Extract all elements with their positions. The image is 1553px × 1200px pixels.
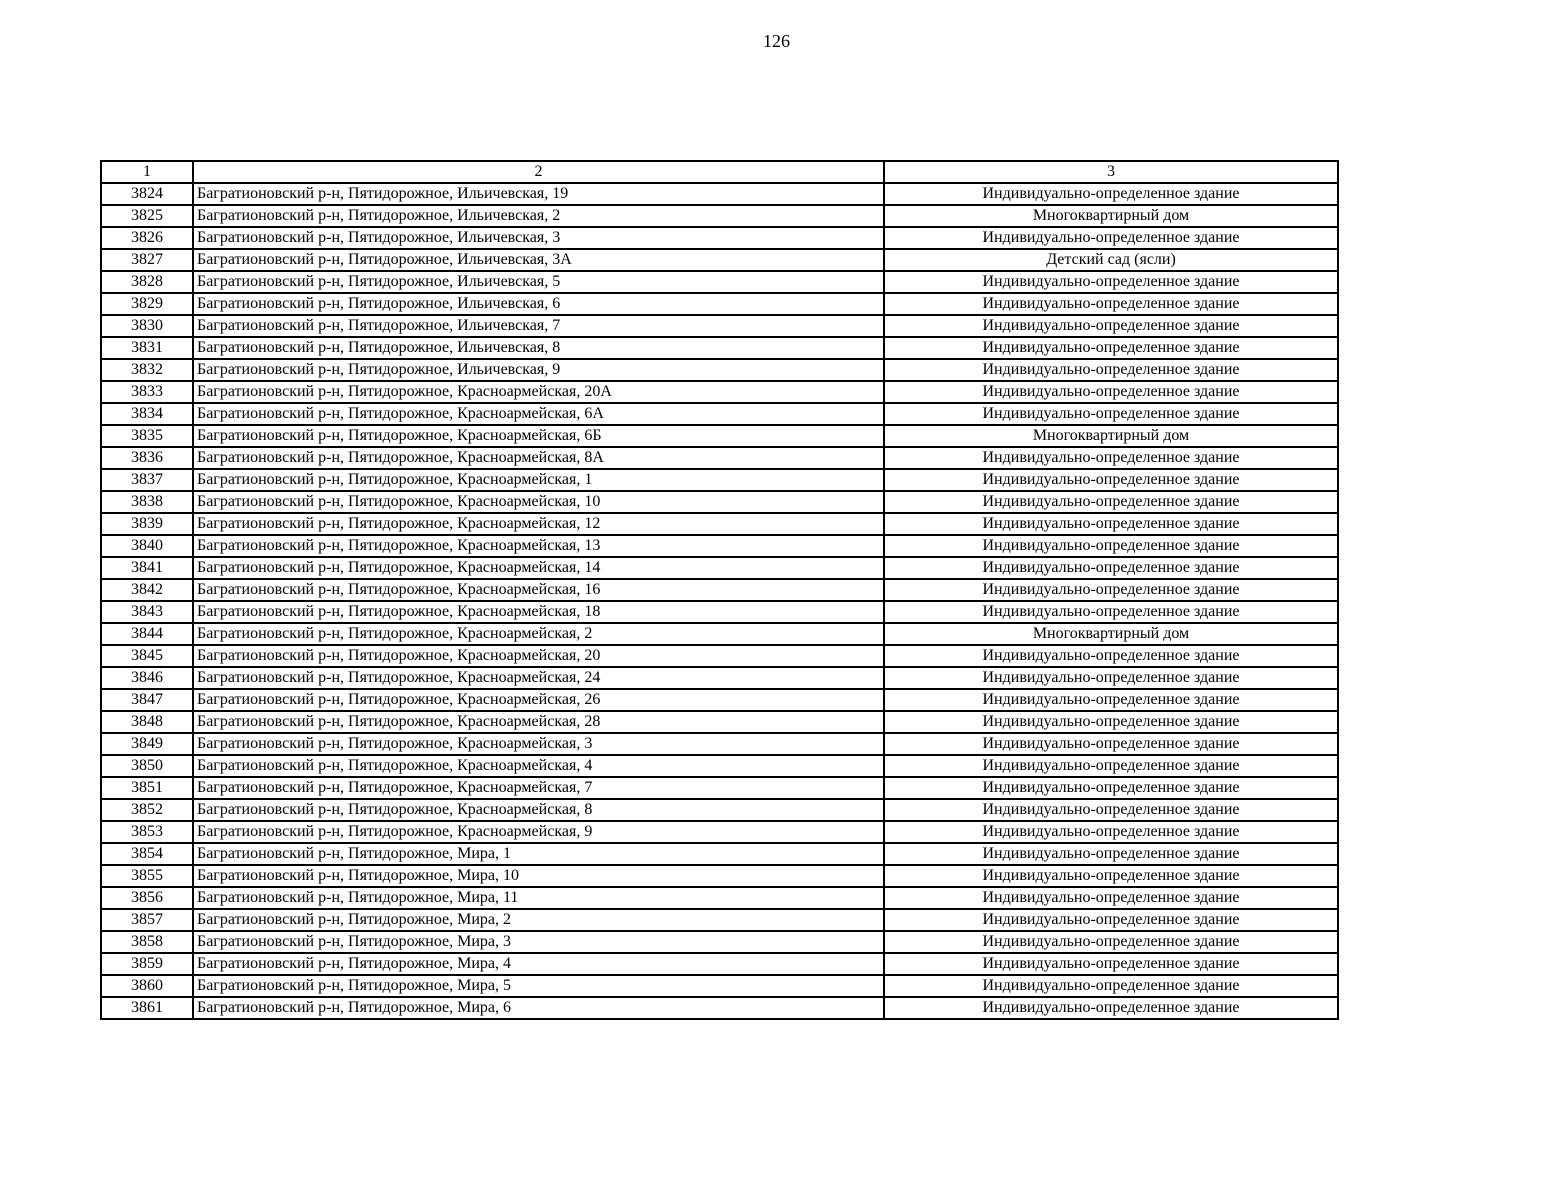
row-number-cell: 3850: [101, 755, 193, 777]
address-cell: Багратионовский р-н, Пятидорожное, Мира, 5: [193, 975, 884, 997]
table-header: [101, 161, 1338, 183]
row-number-cell: 3853: [101, 821, 193, 843]
table-row: [101, 843, 1338, 865]
column-header-3: 3: [884, 161, 1338, 183]
row-number-cell: 3852: [101, 799, 193, 821]
building-type-cell: Индивидуально-определенное здание: [884, 711, 1338, 733]
address-cell: Багратионовский р-н, Пятидорожное, Ильичевская, 5: [193, 271, 884, 293]
building-type-cell: Индивидуально-определенное здание: [884, 579, 1338, 601]
building-type-cell: Индивидуально-определенное здание: [884, 821, 1338, 843]
table-row: [101, 755, 1338, 777]
row-number-cell: 3855: [101, 865, 193, 887]
building-type-cell: Индивидуально-определенное здание: [884, 491, 1338, 513]
row-number-cell: 3828: [101, 271, 193, 293]
table-row: [101, 249, 1338, 271]
table-row: [101, 777, 1338, 799]
address-cell: Багратионовский р-н, Пятидорожное, Красноармейская, 24: [193, 667, 884, 689]
row-number-cell: 3854: [101, 843, 193, 865]
address-cell: Багратионовский р-н, Пятидорожное, Красноармейская, 12: [193, 513, 884, 535]
building-type-cell: Индивидуально-определенное здание: [884, 755, 1338, 777]
building-type-cell: Многоквартирный дом: [884, 425, 1338, 447]
table-row: [101, 887, 1338, 909]
table-row: [101, 337, 1338, 359]
table-row: [101, 711, 1338, 733]
building-type-cell: Индивидуально-определенное здание: [884, 975, 1338, 997]
address-cell: Багратионовский р-н, Пятидорожное, Ильичевская, 19: [193, 183, 884, 205]
table-row: [101, 403, 1338, 425]
building-type-cell: Многоквартирный дом: [884, 205, 1338, 227]
row-number-cell: 3829: [101, 293, 193, 315]
table-row: [101, 469, 1338, 491]
table-row: [101, 997, 1338, 1019]
row-number-cell: 3824: [101, 183, 193, 205]
building-type-cell: Индивидуально-определенное здание: [884, 227, 1338, 249]
table-row: [101, 953, 1338, 975]
row-number-cell: 3843: [101, 601, 193, 623]
table-row: [101, 535, 1338, 557]
address-cell: Багратионовский р-н, Пятидорожное, Ильичевская, 6: [193, 293, 884, 315]
row-number-cell: 3839: [101, 513, 193, 535]
building-type-cell: Индивидуально-определенное здание: [884, 183, 1338, 205]
row-number-cell: 3831: [101, 337, 193, 359]
address-cell: Багратионовский р-н, Пятидорожное, Красноармейская, 6А: [193, 403, 884, 425]
building-type-cell: Индивидуально-определенное здание: [884, 645, 1338, 667]
table-row: [101, 557, 1338, 579]
address-cell: Багратионовский р-н, Пятидорожное, Красноармейская, 26: [193, 689, 884, 711]
address-cell: Багратионовский р-н, Пятидорожное, Ильичевская, 3А: [193, 249, 884, 271]
address-cell: Багратионовский р-н, Пятидорожное, Красноармейская, 28: [193, 711, 884, 733]
building-type-cell: Индивидуально-определенное здание: [884, 337, 1338, 359]
building-type-cell: Индивидуально-определенное здание: [884, 777, 1338, 799]
building-type-cell: Индивидуально-определенное здание: [884, 557, 1338, 579]
address-cell: Багратионовский р-н, Пятидорожное, Красноармейская, 14: [193, 557, 884, 579]
table-row: [101, 381, 1338, 403]
building-type-cell: Индивидуально-определенное здание: [884, 535, 1338, 557]
building-type-cell: Индивидуально-определенное здание: [884, 447, 1338, 469]
address-cell: Багратионовский р-н, Пятидорожное, Красноармейская, 4: [193, 755, 884, 777]
table-row: [101, 909, 1338, 931]
row-number-cell: 3861: [101, 997, 193, 1019]
address-cell: Багратионовский р-н, Пятидорожное, Ильичевская, 9: [193, 359, 884, 381]
table-row: [101, 733, 1338, 755]
table-row: [101, 447, 1338, 469]
building-type-cell: Многоквартирный дом: [884, 623, 1338, 645]
row-number-cell: 3830: [101, 315, 193, 337]
row-number-cell: 3826: [101, 227, 193, 249]
table-row: [101, 271, 1338, 293]
building-type-cell: Индивидуально-определенное здание: [884, 315, 1338, 337]
address-cell: Багратионовский р-н, Пятидорожное, Мира, 11: [193, 887, 884, 909]
table-row: [101, 821, 1338, 843]
row-number-cell: 3836: [101, 447, 193, 469]
address-cell: Багратионовский р-н, Пятидорожное, Ильичевская, 8: [193, 337, 884, 359]
building-type-cell: Индивидуально-определенное здание: [884, 359, 1338, 381]
address-cell: Багратионовский р-н, Пятидорожное, Красноармейская, 6Б: [193, 425, 884, 447]
address-cell: Багратионовский р-н, Пятидорожное, Красноармейская, 2: [193, 623, 884, 645]
row-number-cell: 3845: [101, 645, 193, 667]
row-number-cell: 3834: [101, 403, 193, 425]
row-number-cell: 3860: [101, 975, 193, 997]
column-header-2: 2: [193, 161, 884, 183]
building-type-cell: Индивидуально-определенное здание: [884, 865, 1338, 887]
address-cell: Багратионовский р-н, Пятидорожное, Мира, 10: [193, 865, 884, 887]
row-number-cell: 3857: [101, 909, 193, 931]
table-row: [101, 799, 1338, 821]
building-type-cell: Индивидуально-определенное здание: [884, 689, 1338, 711]
building-type-cell: Детский сад (ясли): [884, 249, 1338, 271]
row-number-cell: 3835: [101, 425, 193, 447]
row-number-cell: 3847: [101, 689, 193, 711]
row-number-cell: 3851: [101, 777, 193, 799]
address-cell: Багратионовский р-н, Пятидорожное, Красноармейская, 8: [193, 799, 884, 821]
table-row: [101, 601, 1338, 623]
address-cell: Багратионовский р-н, Пятидорожное, Красноармейская, 20: [193, 645, 884, 667]
table-row: [101, 205, 1338, 227]
address-cell: Багратионовский р-н, Пятидорожное, Красноармейская, 3: [193, 733, 884, 755]
building-type-cell: Индивидуально-определенное здание: [884, 469, 1338, 491]
building-type-cell: Индивидуально-определенное здание: [884, 909, 1338, 931]
building-type-cell: Индивидуально-определенное здание: [884, 799, 1338, 821]
table-row: [101, 315, 1338, 337]
address-cell: Багратионовский р-н, Пятидорожное, Красноармейская, 20А: [193, 381, 884, 403]
building-type-cell: Индивидуально-определенное здание: [884, 513, 1338, 535]
table-row: [101, 623, 1338, 645]
address-cell: Багратионовский р-н, Пятидорожное, Ильичевская, 3: [193, 227, 884, 249]
row-number-cell: 3846: [101, 667, 193, 689]
building-type-cell: Индивидуально-определенное здание: [884, 887, 1338, 909]
address-cell: Багратионовский р-н, Пятидорожное, Мира, 6: [193, 997, 884, 1019]
row-number-cell: 3827: [101, 249, 193, 271]
row-number-cell: 3858: [101, 931, 193, 953]
column-header-1: 1: [101, 161, 193, 183]
property-table: [100, 160, 1339, 1020]
building-type-cell: Индивидуально-определенное здание: [884, 667, 1338, 689]
address-cell: Багратионовский р-н, Пятидорожное, Красноармейская, 16: [193, 579, 884, 601]
address-cell: Багратионовский р-н, Пятидорожное, Красноармейская, 18: [193, 601, 884, 623]
row-number-cell: 3832: [101, 359, 193, 381]
table-row: [101, 931, 1338, 953]
building-type-cell: Индивидуально-определенное здание: [884, 733, 1338, 755]
building-type-cell: Индивидуально-определенное здание: [884, 931, 1338, 953]
address-cell: Багратионовский р-н, Пятидорожное, Мира, 2: [193, 909, 884, 931]
table-row: [101, 183, 1338, 205]
row-number-cell: 3825: [101, 205, 193, 227]
table-row: [101, 689, 1338, 711]
address-cell: Багратионовский р-н, Пятидорожное, Мира, 3: [193, 931, 884, 953]
row-number-cell: 3848: [101, 711, 193, 733]
table-row: [101, 975, 1338, 997]
building-type-cell: Индивидуально-определенное здание: [884, 271, 1338, 293]
table-row: [101, 579, 1338, 601]
table-row: [101, 513, 1338, 535]
building-type-cell: Индивидуально-определенное здание: [884, 293, 1338, 315]
row-number-cell: 3842: [101, 579, 193, 601]
header-row: [101, 161, 1338, 183]
table-row: [101, 491, 1338, 513]
row-number-cell: 3859: [101, 953, 193, 975]
table-row: [101, 645, 1338, 667]
row-number-cell: 3856: [101, 887, 193, 909]
building-type-cell: Индивидуально-определенное здание: [884, 953, 1338, 975]
address-cell: Багратионовский р-н, Пятидорожное, Мира, 1: [193, 843, 884, 865]
table-row: [101, 667, 1338, 689]
address-cell: Багратионовский р-н, Пятидорожное, Красноармейская, 8А: [193, 447, 884, 469]
building-type-cell: Индивидуально-определенное здание: [884, 601, 1338, 623]
row-number-cell: 3849: [101, 733, 193, 755]
building-type-cell: Индивидуально-определенное здание: [884, 843, 1338, 865]
address-cell: Багратионовский р-н, Пятидорожное, Мира, 4: [193, 953, 884, 975]
building-type-cell: Индивидуально-определенное здание: [884, 381, 1338, 403]
address-cell: Багратионовский р-н, Пятидорожное, Красноармейская, 10: [193, 491, 884, 513]
table-row: [101, 359, 1338, 381]
address-cell: Багратионовский р-н, Пятидорожное, Ильичевская, 2: [193, 205, 884, 227]
row-number-cell: 3833: [101, 381, 193, 403]
address-cell: Багратионовский р-н, Пятидорожное, Красноармейская, 1: [193, 469, 884, 491]
address-cell: Багратионовский р-н, Пятидорожное, Ильичевская, 7: [193, 315, 884, 337]
address-cell: Багратионовский р-н, Пятидорожное, Красноармейская, 7: [193, 777, 884, 799]
table-row: [101, 293, 1338, 315]
row-number-cell: 3841: [101, 557, 193, 579]
row-number-cell: 3840: [101, 535, 193, 557]
page-number: 126: [763, 31, 790, 51]
table-row: [101, 227, 1338, 249]
address-cell: Багратионовский р-н, Пятидорожное, Красноармейская, 13: [193, 535, 884, 557]
row-number-cell: 3844: [101, 623, 193, 645]
building-type-cell: Индивидуально-определенное здание: [884, 997, 1338, 1019]
address-cell: Багратионовский р-н, Пятидорожное, Красноармейская, 9: [193, 821, 884, 843]
row-number-cell: 3838: [101, 491, 193, 513]
table-body: [101, 183, 1338, 1019]
row-number-cell: 3837: [101, 469, 193, 491]
table-row: [101, 865, 1338, 887]
building-type-cell: Индивидуально-определенное здание: [884, 403, 1338, 425]
table-row: [101, 425, 1338, 447]
